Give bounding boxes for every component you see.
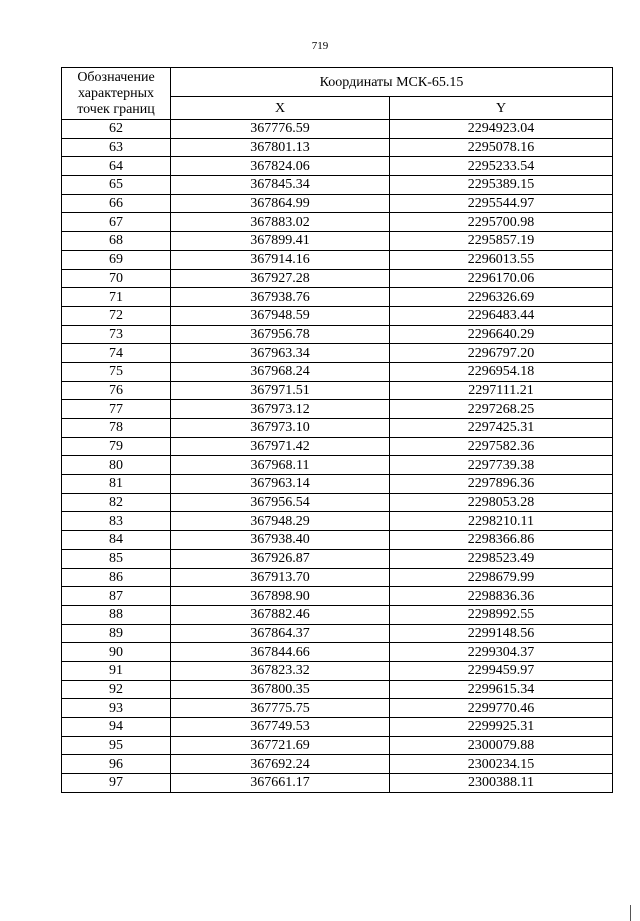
cell-y-coordinate: 2297582.36 [390,437,613,456]
cell-x-coordinate: 367948.59 [171,306,390,325]
cell-point-number: 77 [62,400,171,419]
cell-x-coordinate: 367973.10 [171,419,390,438]
table-row [62,306,613,325]
table-row [62,176,613,195]
cell-y-coordinate: 2298053.28 [390,493,613,512]
table-row [62,325,613,344]
cell-x-coordinate: 367823.32 [171,661,390,680]
cell-x-coordinate: 367898.90 [171,587,390,606]
cell-x-coordinate: 367776.59 [171,120,390,139]
cell-y-coordinate: 2295857.19 [390,232,613,251]
cell-x-coordinate: 367938.40 [171,531,390,550]
cell-y-coordinate: 2297425.31 [390,419,613,438]
cell-point-number: 67 [62,213,171,232]
table-row [62,400,613,419]
cell-point-number: 88 [62,605,171,624]
cell-point-number: 89 [62,624,171,643]
cell-point-number: 85 [62,549,171,568]
cell-y-coordinate: 2298210.11 [390,512,613,531]
cell-y-coordinate: 2296326.69 [390,288,613,307]
cell-point-number: 96 [62,755,171,774]
cell-y-coordinate: 2295233.54 [390,157,613,176]
cell-x-coordinate: 367882.46 [171,605,390,624]
cell-x-coordinate: 367956.54 [171,493,390,512]
cell-y-coordinate: 2299770.46 [390,699,613,718]
table-row [62,736,613,755]
cell-y-coordinate: 2294923.04 [390,120,613,139]
cell-x-coordinate: 367913.70 [171,568,390,587]
header-x: X [171,97,390,120]
cell-point-number: 63 [62,138,171,157]
cell-y-coordinate: 2296640.29 [390,325,613,344]
cell-y-coordinate: 2295078.16 [390,138,613,157]
cell-point-number: 64 [62,157,171,176]
table-row [62,661,613,680]
table-row [62,699,613,718]
cell-x-coordinate: 367844.66 [171,643,390,662]
cell-x-coordinate: 367968.24 [171,362,390,381]
table-row [62,419,613,438]
cell-x-coordinate: 367973.12 [171,400,390,419]
table-row [62,456,613,475]
cell-y-coordinate: 2298679.99 [390,568,613,587]
cell-x-coordinate: 367845.34 [171,176,390,195]
cell-y-coordinate: 2296797.20 [390,344,613,363]
cell-point-number: 69 [62,250,171,269]
cell-point-number: 80 [62,456,171,475]
cell-point-number: 71 [62,288,171,307]
cell-x-coordinate: 367963.34 [171,344,390,363]
table-row [62,194,613,213]
table-row [62,512,613,531]
cell-x-coordinate: 367661.17 [171,774,390,793]
table-row [62,381,613,400]
cell-x-coordinate: 367968.11 [171,456,390,475]
cell-y-coordinate: 2295544.97 [390,194,613,213]
cell-x-coordinate: 367963.14 [171,475,390,494]
cell-y-coordinate: 2296954.18 [390,362,613,381]
cell-x-coordinate: 367883.02 [171,213,390,232]
cell-point-number: 62 [62,120,171,139]
cell-point-number: 92 [62,680,171,699]
cell-point-number: 68 [62,232,171,251]
table-row [62,288,613,307]
cell-x-coordinate: 367824.06 [171,157,390,176]
cell-point-number: 91 [62,661,171,680]
cell-point-number: 79 [62,437,171,456]
table-row [62,437,613,456]
cell-y-coordinate: 2299304.37 [390,643,613,662]
cell-y-coordinate: 2300079.88 [390,736,613,755]
cell-y-coordinate: 2298992.55 [390,605,613,624]
table-row [62,120,613,139]
cell-point-number: 78 [62,419,171,438]
cell-point-number: 65 [62,176,171,195]
cell-y-coordinate: 2296170.06 [390,269,613,288]
cell-x-coordinate: 367721.69 [171,736,390,755]
cell-y-coordinate: 2295389.15 [390,176,613,195]
cell-point-number: 95 [62,736,171,755]
table-row [62,269,613,288]
table-row [62,213,613,232]
table-row [62,344,613,363]
cell-y-coordinate: 2298366.86 [390,531,613,550]
cell-x-coordinate: 367800.35 [171,680,390,699]
cell-point-number: 76 [62,381,171,400]
cell-y-coordinate: 2297896.36 [390,475,613,494]
table-row [62,549,613,568]
cell-y-coordinate: 2298836.36 [390,587,613,606]
table-row [62,232,613,251]
cell-point-number: 93 [62,699,171,718]
table-row [62,624,613,643]
cell-point-number: 90 [62,643,171,662]
cell-y-coordinate: 2298523.49 [390,549,613,568]
header-point-designation: Обозначение характерных точек границ [62,68,171,120]
cell-x-coordinate: 367956.78 [171,325,390,344]
cell-y-coordinate: 2300388.11 [390,774,613,793]
table-row [62,531,613,550]
table-body [62,120,613,793]
table-row [62,138,613,157]
table-row [62,493,613,512]
table-row [62,680,613,699]
cell-x-coordinate: 367864.99 [171,194,390,213]
cell-y-coordinate: 2297268.25 [390,400,613,419]
cell-point-number: 86 [62,568,171,587]
coordinates-table [61,67,613,793]
cell-x-coordinate: 367864.37 [171,624,390,643]
table-row [62,718,613,737]
cell-x-coordinate: 367971.51 [171,381,390,400]
cell-x-coordinate: 367927.28 [171,269,390,288]
cell-y-coordinate: 2296483.44 [390,306,613,325]
table-row [62,250,613,269]
cell-y-coordinate: 2300234.15 [390,755,613,774]
cell-x-coordinate: 367749.53 [171,718,390,737]
cell-point-number: 97 [62,774,171,793]
table-row [62,568,613,587]
cell-x-coordinate: 367775.75 [171,699,390,718]
cell-y-coordinate: 2299615.34 [390,680,613,699]
cell-point-number: 83 [62,512,171,531]
cell-x-coordinate: 367926.87 [171,549,390,568]
scan-edge-mark [630,905,640,921]
cell-point-number: 94 [62,718,171,737]
cell-y-coordinate: 2297739.38 [390,456,613,475]
cell-point-number: 81 [62,475,171,494]
cell-y-coordinate: 2299148.56 [390,624,613,643]
cell-point-number: 74 [62,344,171,363]
page-number: 719 [311,40,329,52]
cell-point-number: 70 [62,269,171,288]
cell-x-coordinate: 367692.24 [171,755,390,774]
cell-x-coordinate: 367914.16 [171,250,390,269]
table-row [62,755,613,774]
cell-point-number: 66 [62,194,171,213]
cell-x-coordinate: 367971.42 [171,437,390,456]
cell-point-number: 75 [62,362,171,381]
cell-point-number: 87 [62,587,171,606]
table-row [62,587,613,606]
header-y: Y [390,97,613,120]
header-coordinates-system: Координаты МСК-65.15 [171,68,613,97]
table-row [62,605,613,624]
cell-x-coordinate: 367938.76 [171,288,390,307]
cell-point-number: 82 [62,493,171,512]
cell-y-coordinate: 2295700.98 [390,213,613,232]
cell-y-coordinate: 2299459.97 [390,661,613,680]
cell-y-coordinate: 2296013.55 [390,250,613,269]
cell-y-coordinate: 2297111.21 [390,381,613,400]
table-row [62,475,613,494]
table-row [62,362,613,381]
table-row [62,643,613,662]
cell-point-number: 73 [62,325,171,344]
cell-x-coordinate: 367948.29 [171,512,390,531]
cell-y-coordinate: 2299925.31 [390,718,613,737]
table-row [62,157,613,176]
cell-point-number: 72 [62,306,171,325]
cell-x-coordinate: 367899.41 [171,232,390,251]
table-row [62,774,613,793]
cell-x-coordinate: 367801.13 [171,138,390,157]
table-header-row [62,68,613,97]
cell-point-number: 84 [62,531,171,550]
